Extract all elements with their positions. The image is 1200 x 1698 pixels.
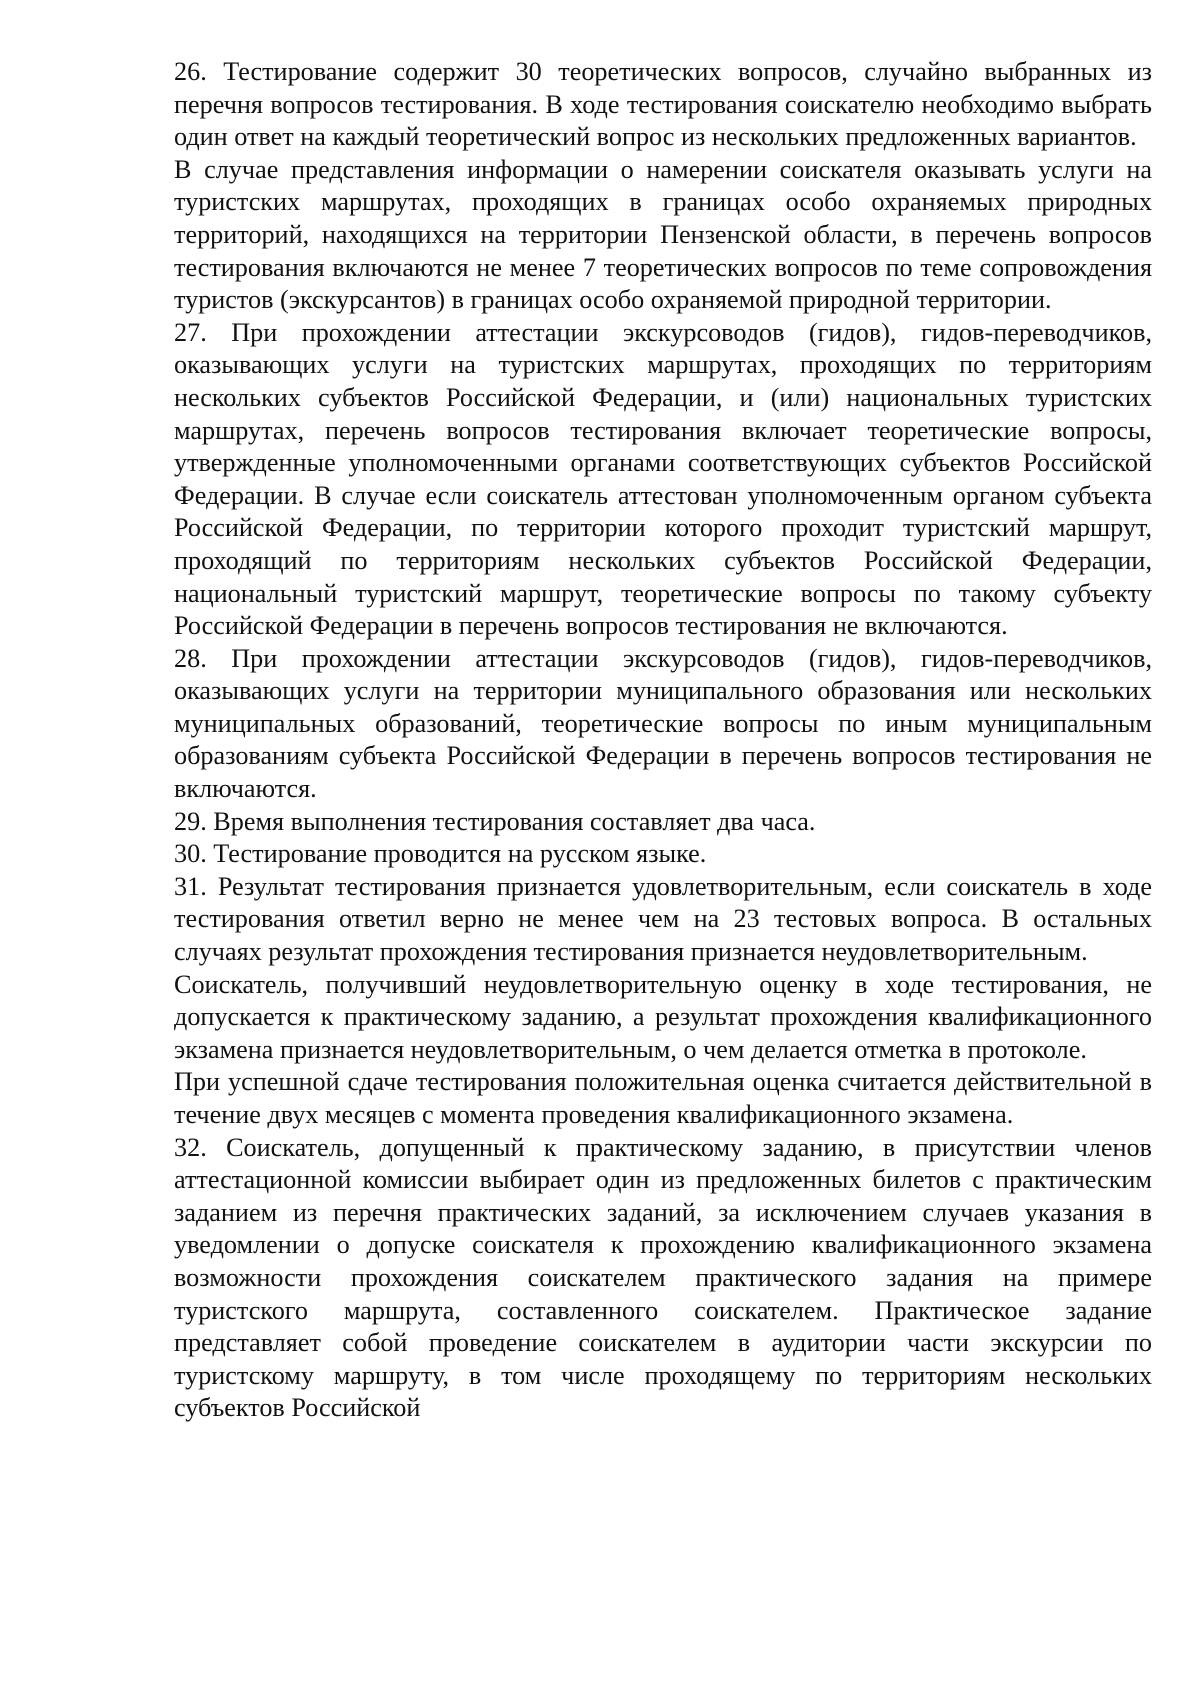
paragraph-26-continuation: В случае представления информации о намерении соискателя оказывать услуги на туристских маршрутах, проходящих в границах особо охраняемых природных территорий, находящихся на территории Пензенской области, в перечень вопросов тестирования включаются не менее 7 теоретических вопросов по теме сопровождения туристов (экскурсантов) в границах особо охраняемой природной территории.: [174, 154, 1152, 315]
paragraph-27: 27. При прохождении аттестации экскурсоводов (гидов), гидов-переводчиков, оказывающих услуги на туристских маршрутах, проходящих по территориям нескольких субъектов Российской Федерации, и (или) национальных туристских маршрутах, перечень вопросов тестирования включает теоретические вопросы, утвержденные уполномоченными органами соответствующих субъектов Российской Федерации. В случае если соискатель аттестован уполномоченным органом субъекта Российской Федерации, по территории которого проходит туристский маршрут, проходящий по территориям нескольких субъектов Российской Федерации, национальный туристский маршрут, теоретические вопросы по такому субъекту Российской Федерации в перечень вопросов тестирования не включаются.: [174, 317, 1152, 641]
paragraph-29: 29. Время выполнения тестирования составляет два часа.: [174, 806, 816, 836]
paragraph-32: 32. Соискатель, допущенный к практическому заданию, в присутствии членов аттестационной комиссии выбирает один из предложенных билетов с практическим заданием из перечня практических заданий, за исключением случаев указания в уведомлении о допуске соискателя к прохождению квалификационного экзамена возможности прохождения соискателем практического задания на примере туристского маршрута, составленного соискателем. Практическое задание представляет собой проведение соискателем в аудитории части экскурсии по туристскому маршруту, в том числе проходящему по территориям нескольких субъектов Российской: [174, 1132, 1152, 1423]
paragraph-30: 30. Тестирование проводится на русском языке.: [174, 839, 707, 869]
paragraph-31-validity: При успешной сдаче тестирования положительная оценка считается действительной в течение двух месяцев с момента проведения квалификационного экзамена.: [174, 1067, 1152, 1129]
paragraph-31: 31. Результат тестирования признается удовлетворительным, если соискатель в ходе тестирования ответил верно не менее чем на 23 тестовых вопроса. В остальных случаях результат прохождения тестирования признается неудовлетворительным.: [174, 871, 1152, 967]
document-page: [174, 56, 1152, 1425]
paragraph-28: 28. При прохождении аттестации экскурсоводов (гидов), гидов-переводчиков, оказывающих услуги на территории муниципального образования или нескольких муниципальных образований, теоретические вопросы по иным муниципальным образованиям субъекта Российской Федерации в перечень вопросов тестирования не включаются.: [174, 643, 1152, 804]
paragraph-31-unsatisfactory: Соискатель, получивший неудовлетворительную оценку в ходе тестирования, не допускается к практическому заданию, а результат прохождения квалификационного экзамена признается неудовлетворительным, о чем делается отметка в протоколе.: [174, 969, 1152, 1064]
paragraph-26: 26. Тестирование содержит 30 теоретических вопросов, случайно выбранных из перечня вопросов тестирования. В ходе тестирования соискателю необходимо выбрать один ответ на каждый теоретический вопрос из нескольких предложенных вариантов.: [174, 57, 1152, 152]
